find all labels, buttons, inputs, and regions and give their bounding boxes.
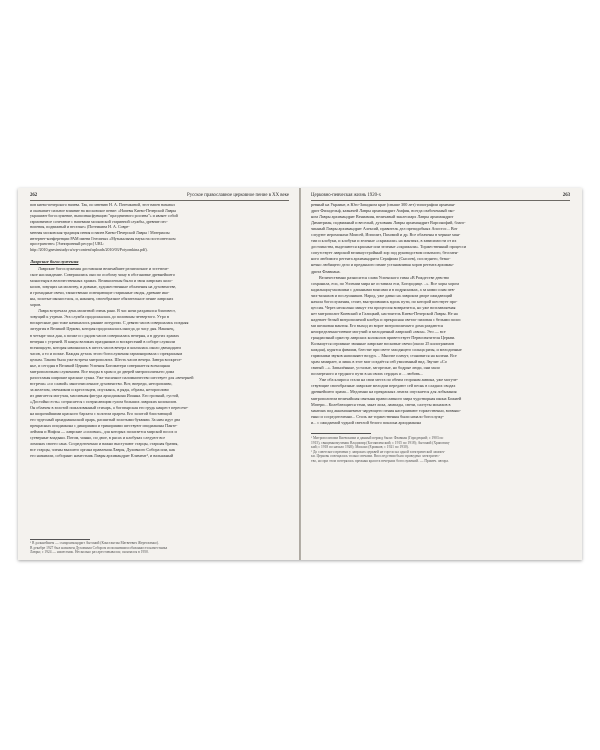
text-line: Димитриан, подвижный и веселый, духовник Лавры архимандрит Варсонофий, благо- [311, 220, 466, 226]
right-page-body [311, 202, 570, 426]
text-line: ломонах своего сана. Сосредоточенно и важно выступают старцы, старшая братия, [30, 441, 179, 447]
text-line: вечерня с утреней. В канун великих праздников и воскресений в соборе служили [30, 338, 175, 344]
text-line: сохранила, еси, по Успении мира не оставила еси, Богородице…». Все хоры хором [311, 280, 459, 286]
text-line: грандиозный оркестр лаврских колоколов приветствует Первосвятителя Церкви. [311, 335, 456, 341]
text-line: и... с ожидаемой чудной светлой белого поклона архидиакона [311, 419, 421, 425]
text-line: достоинства, выделяются красные или зеленые «скрижали». Торжественный процесси [311, 244, 467, 250]
text-line: целым. Такова была уже встреча митрополита. Шесть часов вечера. Завтра воскресе- [30, 356, 182, 362]
text-line: нопения, подвижный и веселые» (Потемкина Н. А. Совре- [30, 224, 130, 230]
text-line: мантиях под аккомпанемент чарующего пения настраивают торжественно, возвыш- [311, 407, 461, 413]
footnote-line: ¹ Митрополитами Киевскими и данный период были: Флавиан (Городецкий; с 1903 по [311, 436, 444, 440]
text-line: его называли, соборяне: наместник Лавры архимандрит Климент¹, и вальяжный [30, 453, 174, 459]
text-line: Лавра встречала день молитвой очень рано. В час ночи раздавался благовест, [38, 308, 176, 314]
text-line: зовущий к утрени. Эта служба продолжалась до половины четвертого. Утро в [30, 314, 169, 320]
text-line: всенощную, которая начиналась в шесть часов вечера и кончалась около двенадцати [30, 344, 181, 350]
left-running-head-title: Русское православное церковное пение в XX веке [187, 193, 289, 198]
section-heading-block [30, 258, 289, 265]
text-line: интернет-конференции РАМ имени Гнесиных «Музыкальная наука на постсоветском [30, 235, 176, 241]
text-line: «Достойно есть» сотрясается с потрясающим гулом больших лаврских колоколов. [30, 399, 178, 405]
footnote-line: тво, но при этом потерялась прежняя красота вечерних богослужений. — Примеч. автора. [311, 458, 449, 463]
text-line: цессия. Через несколько минут эта процессия возвратится, но уже возглавляемая [311, 304, 456, 310]
text-line: монастыря в величественных храмах. Великолепны были и звон лаврских коло- [30, 278, 173, 284]
text-line: прекрасных иподиакона с дикириями и трикириями шествуют иподиаконы Панте- [30, 423, 178, 429]
text-line: тии и клобуки, и клобуки и зеленые «скрижали» на мантиях, в зависимости от их [311, 238, 457, 244]
left-page-number: 262 [30, 193, 38, 198]
text-line: встречи» «со славой» многочисленное духовенство. Вот, впереди, неторопливо, [30, 380, 173, 386]
right-page [301, 188, 582, 560]
footnote-rule [311, 433, 371, 434]
text-line: храм замирает, и лишь в этот миг создаётся сей умиленный вид. Звучит «Со [311, 359, 447, 365]
right-page-number: 263 [562, 193, 570, 198]
text-line: и оказывает сильное влияние на московское пение: «Напевы Киево-Печерской Лавры [30, 207, 177, 213]
text-line: на широчайшими красного бархата с золотом орарем. Его золотой блистающий [30, 411, 172, 417]
text-line: чинный Лавры архимандрит Алексий, правитель дел преподобных Апостос... Вот [311, 226, 458, 232]
text-line: митрополитом величайшая святыня православного мира чудотворная икона Божией [311, 395, 462, 401]
text-line: ного любимого регента архимандрита Серафима (Сысоев), последнего, безко- [311, 256, 451, 262]
text-line: воскресные дни тоже начиналось ранние литургии. С девяти часов совершалась поздняя [30, 320, 189, 326]
section-title: Лаврские богослужения [30, 259, 79, 264]
text-line: гармоники звуков наполняют воздух… Многие плачут, становятся на колени. Все [311, 353, 457, 359]
text-line: святый ...». Запылённые, усталые, загорелые, но бодрые люди, они мало [311, 365, 440, 371]
text-line: древнейшего храма... Медленно на прекрасных лентах опускается для лобызания [311, 389, 457, 395]
text-line: ми шелковая мантия. Его выход из ворот митрополичьего дома раздаются [311, 322, 443, 328]
text-line: пространстве» [Электронный ресурс] URL: [30, 241, 105, 247]
text-line: http://2010.gnesinstudy.ru/wp-content/uploads/2010/03/Potyomkina.pdf). [30, 246, 148, 252]
footnote-line: ² До советского времени у лаврских церквей не горело на одной электрической лампоч- [311, 449, 446, 454]
text-line: украшают богослужение, выполняя функцию "праздничного роспева"» и являет собой [30, 213, 178, 219]
right-running-head [311, 193, 570, 201]
footnote-rule [30, 539, 90, 540]
text-line: неопределенно-певчие могучий и мелодичный лаврский «звон». Это — все [311, 328, 446, 334]
text-line: гармоничное сочетание с напевами московской старинной службы, древние пес- [30, 218, 168, 224]
text-line: из двигается могучая, массивная фигура архидиакона Иоанна. Его грозный, густой, [30, 392, 180, 398]
text-line: Величественно разносится слава Успенского гимн «В Рождестве девство [319, 274, 450, 280]
text-line: хоров. [30, 302, 42, 308]
text-line: часов, а то и позже. Каждая деталь этого богослужения гармонировала с прекрасным [30, 350, 183, 356]
footnote-line: кий; с 1918 по начало 1920); Михаил (Ермаков; с 1921 по 1930). [311, 445, 409, 450]
text-line: сопутствует лаврский великоустройный хор под руководством опытного, бессмен- [311, 250, 459, 256]
book-spread [18, 188, 582, 560]
text-line: суеверные владыки. Потом, чинно, по двое, в рясах и клобуках следуют все [30, 435, 166, 441]
text-line: дрит Филадельф, казначей Лавры архимандрит Амфин, всегда озабоченный эко- [311, 208, 455, 214]
text-line: каждая), курятся фимиам, блестят при свете заходящего солнца ризы, и мелодичные [311, 347, 462, 353]
text-line: все старцы, члены высшего органа правления Лавры, Духовного Собора или, как [30, 447, 176, 453]
right-running-head-title: Церковно-певческая жизнь 1920-х [311, 193, 381, 198]
text-line: ствующие своеобразные лаврские мелодии передают сей песнь в сладких сводах [311, 383, 456, 389]
text-line: Колышутся огромные звонные лаврские восковые свечи (около 25 килограммов [311, 341, 454, 347]
text-line: митрополичьим служением. Все входы в храм и до дверей митрополичьего дома [30, 368, 175, 374]
left-running-head [30, 193, 289, 201]
footnote-line: ки. Церковь освещалась только свечами. Впоследствии было проведено электричес- [311, 454, 441, 459]
text-line: Уже оба клироса стали на свои места по обеим сторонам амвона, уже могуче- [319, 377, 459, 383]
text-line: дрита Флавиана. [311, 268, 341, 274]
text-line: менная московская традиция пения и напев Киево-Печерской Лавры / Материалы [30, 229, 170, 235]
text-line: ны, золотые иконостасы, и, наконец, своеобразное обязательное пение лаврских [30, 296, 174, 302]
text-line: Лаврские богослужения доставляли величайшее религиозное и эстетиче- [38, 266, 169, 271]
text-line: чих-монахов и послушников. Народ, уже давно на лаврском дворе ожидающий [311, 292, 453, 298]
left-page-body [30, 266, 289, 460]
text-line: начала богослужения, стоит, выстроившись вдоль пути, по которой шествует про- [311, 298, 458, 304]
text-line: енно и сосредоточенно... Столь же торжественны были начало богослужу- [311, 413, 445, 419]
footnote-line: 1915), священномученик Владимир (Богоявленский; с 1915 по 1918); Антоний (Храповиц- [311, 440, 450, 445]
left-page [18, 188, 299, 560]
left-page-top-text [30, 202, 289, 252]
text-line: леймон и Нифон — лаврские «соловьи», для которых полагается мирской посох и [30, 429, 177, 435]
text-line: колов, зовущих на молитву, и дивные, художественные облачения на духовенстве, [30, 284, 177, 290]
text-line: и громадные свечи, таинственно освещающие старинные своды, древние ико- [30, 290, 170, 296]
text-line: литургия в Великой Церкви, которая продолжалась иногда до часу дня. Наконец, [30, 326, 175, 332]
text-line: за железом, свечником и кресельцем, опускаясь, в ряды, образы, неторопливо [30, 386, 169, 392]
text-line: надевает белый митрополичий клобук и прекрасная светло-лиловая с белыми полос [311, 316, 462, 322]
text-line: в четыре часа дня, а позже и с рядом часов совершалась вечерня, а в других храмах [30, 332, 180, 338]
text-line: нет митрополит Киевский и Галицкий, настоятель Киево-Печерской Лавры. Не на [311, 310, 458, 316]
text-line: нечно любящего дело и преданного пение устанавливая хоров регента архиман- [311, 262, 454, 268]
left-footnotes [30, 541, 289, 555]
right-footnotes [311, 436, 570, 464]
text-line: ревный на Украине, в Юго-Западном крае (свыше 300 лет) типографии архиман- [311, 202, 456, 207]
text-line: ское наслаждение. Совершались они по особому чину в обстановке древнейшего [30, 272, 176, 278]
text-line: ном Лавры архимандрит Вениамин, величавый экклесиарх Лавры архимандрит [311, 214, 454, 220]
text-line: посмертного и трудного пути в на своих сердцах и ... любовь... [311, 371, 424, 377]
text-line: следуют иеромонахи Моисей, Ипполит, Пахомий и др. Все облачены в черные ман- [311, 232, 461, 238]
text-line: пов киево-печерского напева. Так, по мнению Н. А. Потемкиной, этот напев называл [30, 202, 175, 207]
text-line: Он облачен в золотой пожалованный стихарь, а богатырская его грудь накрест пересече- [30, 405, 189, 411]
text-line: нье, и сегодня в Великой Церкви Успения Богоматери совершается всенощная [30, 362, 170, 368]
text-line: Матери... Колеблющиеся тени, закат лиха, лампады, свечи, салтуты монахов в [311, 401, 451, 407]
footnote-line: Лавры; с 1924 — наместник. Несколько раз арестовывался; скончался в 1950. [30, 550, 149, 555]
footnote-line: В декабре 1927 был назначен Духовным Собором исполнившим обязанности наместника [30, 545, 168, 550]
text-line: разостланы широкие красные сукна. Уже тысячное паломничество шествует для «вечерней [30, 374, 194, 380]
text-line: его чудесный архидиаконский орарь, расшитый золотыми буквами. За ним идут два [30, 417, 180, 423]
text-line: кадильщиц-мальчики с длинными вонсами и в подрясниках, а за ними сонм пев- [311, 286, 456, 292]
footnote-line: ¹ В дальнейшем — схиархимандрит Антоний (Константин Матвеевич Жерегженко). [30, 541, 159, 545]
